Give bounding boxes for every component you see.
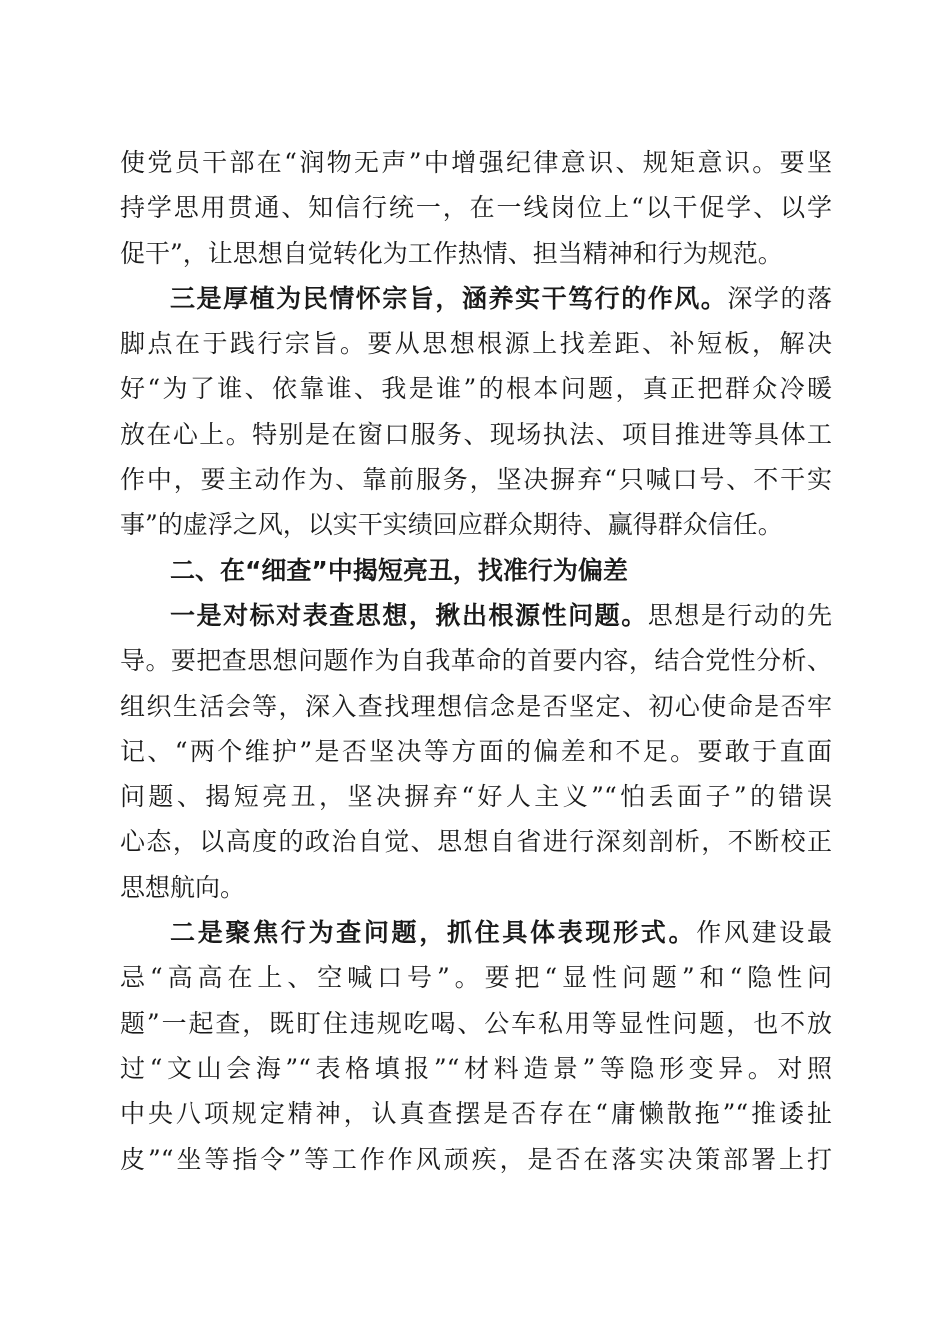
text-line: 问题、揭短亮丑，坚决摒弃“好人主义”“怕丢面子”的错误: [120, 782, 832, 812]
text-line: 组织生活会等，深入查找理想信念是否坚定、初心使命是否牢: [120, 691, 832, 721]
text-line: 放在心上。特别是在窗口服务、现场执法、项目推进等具体工: [120, 419, 832, 449]
paragraph-lead: 三是厚植为民情怀宗旨，涵养实干笃行的作风。: [170, 283, 728, 313]
paragraph-lead: 二是聚焦行为查问题，抓住具体表现形式。: [170, 918, 697, 948]
text-line: 导。要把查思想问题作为自我革命的首要内容，结合党性分析、: [120, 646, 832, 676]
document-body: [120, 140, 832, 1182]
text-line: 皮”“坐等指令”等工作作风顽疾，是否在落实决策部署上打: [120, 1144, 832, 1174]
paragraph-first-line: [120, 593, 832, 638]
text-line: 使党员干部在“润物无声”中增强纪律意识、规矩意识。要坚: [120, 148, 832, 177]
text-line: 忌“高高在上、空喊口号”。要把“显性问题”和“隐性问: [120, 963, 832, 993]
paragraph-first-rest: 深学的落: [727, 283, 832, 313]
paragraph-first-line: [120, 276, 832, 321]
text-line: 作中，要主动作为、靠前服务，坚决摒弃“只喊口号、不干实: [120, 465, 832, 495]
text-line: 题”一起查，既盯住违规吃喝、公车私用等显性问题，也不放: [120, 1008, 832, 1038]
text-line: 中央八项规定精神，认真查摆是否存在“庸懒散拖”“推诿扯: [120, 1099, 832, 1129]
paragraph-first-rest: 思想是行动的先: [647, 600, 832, 630]
text-line: 思想航向。: [120, 872, 246, 902]
text-line: 持学思用贯通、知信行统一，在一线岗位上“以干促学、以学: [120, 193, 832, 223]
text-line: 脚点在于践行宗旨。要从思想根源上找差距、补短板，解决: [120, 329, 832, 359]
text-line: 好“为了谁、依靠谁、我是谁”的根本问题，真正把群众冷暖: [120, 374, 832, 404]
text-line: 促干”，让思想自觉转化为工作热情、担当精神和行为规范。: [120, 238, 783, 268]
paragraph-first-line: [120, 910, 832, 955]
text-line: 过“文山会海”“表格填报”“材料造景”等隐形变异。对照: [120, 1053, 832, 1083]
text-line: 记、“两个维护”是否坚决等方面的偏差和不足。要敢于直面: [120, 736, 832, 766]
section-heading: 二、在“细查”中揭短亮丑，找准行为偏差: [170, 555, 628, 585]
text-line: 事”的虚浮之风，以实干实绩回应群众期待、赢得群众信任。: [120, 510, 783, 540]
paragraph-lead: 一是对标对表查思想，揪出根源性问题。: [170, 600, 648, 630]
text-line: 心态，以高度的政治自觉、思想自省进行深刻剖析，不断校正: [120, 827, 832, 857]
paragraph-first-rest: 作风建设最: [696, 918, 832, 948]
